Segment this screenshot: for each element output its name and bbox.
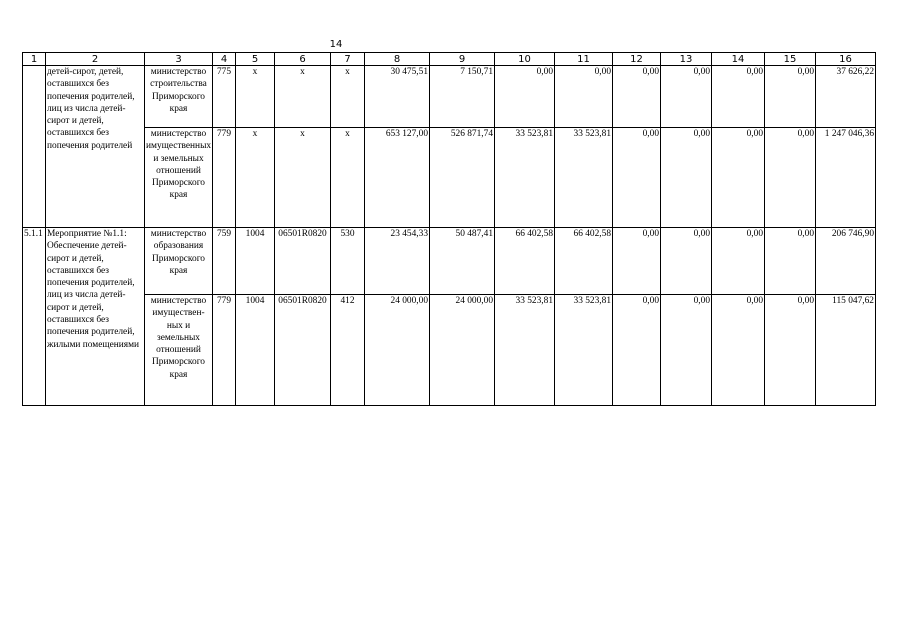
page-number: 14	[329, 39, 343, 50]
amount-cell: 0,00	[613, 295, 661, 406]
expense-type-cell: х	[331, 66, 365, 128]
column-header: 8	[365, 53, 430, 66]
amount-cell: 0,00	[613, 66, 661, 128]
amount-cell: 24 000,00	[430, 295, 495, 406]
grbs-cell: 759	[213, 228, 236, 295]
amount-cell: 0,00	[613, 128, 661, 228]
amount-cell: 0,00	[765, 128, 816, 228]
ministry-cell: министерство имущественных и земельных отношений Приморского края	[145, 128, 213, 228]
column-header: 14	[712, 53, 765, 66]
budget-table	[22, 52, 876, 406]
grbs-cell: 779	[213, 128, 236, 228]
column-header: 10	[495, 53, 555, 66]
amount-cell: 30 475,51	[365, 66, 430, 128]
row-code-cell	[23, 66, 46, 228]
amount-cell: 66 402,58	[555, 228, 613, 295]
column-header: 9	[430, 53, 495, 66]
grbs-cell: 775	[213, 66, 236, 128]
amount-cell: 33 523,81	[495, 128, 555, 228]
total-cell: 37 626,22	[816, 66, 876, 128]
grbs-cell: 779	[213, 295, 236, 406]
column-number-row	[23, 53, 876, 66]
column-header: 12	[613, 53, 661, 66]
total-cell: 115 047,62	[816, 295, 876, 406]
column-header: 4	[213, 53, 236, 66]
section-cell: 1004	[236, 228, 275, 295]
table-row	[23, 128, 876, 228]
target-article-cell: х	[275, 128, 331, 228]
amount-cell: 0,00	[661, 295, 712, 406]
column-header: 2	[46, 53, 145, 66]
amount-cell: 7 150,71	[430, 66, 495, 128]
amount-cell: 50 487,41	[430, 228, 495, 295]
amount-cell: 33 523,81	[495, 295, 555, 406]
measure-name-cell: детей-сирот, детей, оставшихся без попечения родителей, лиц из числа детей-сирот и детей, оставшихся без попечения родителей	[46, 66, 145, 228]
amount-cell: 33 523,81	[555, 295, 613, 406]
amount-cell: 526 871,74	[430, 128, 495, 228]
total-cell: 206 746,90	[816, 228, 876, 295]
ministry-cell: министерство имуществен-ных и земельных отношений Приморского края	[145, 295, 213, 406]
target-article-cell: 06501R0820	[275, 228, 331, 295]
amount-cell: 653 127,00	[365, 128, 430, 228]
amount-cell: 0,00	[765, 295, 816, 406]
amount-cell: 0,00	[712, 295, 765, 406]
column-header: 15	[765, 53, 816, 66]
amount-cell: 0,00	[661, 228, 712, 295]
amount-cell: 0,00	[712, 228, 765, 295]
amount-cell: 66 402,58	[495, 228, 555, 295]
column-header: 1	[23, 53, 46, 66]
total-cell: 1 247 046,36	[816, 128, 876, 228]
measure-name-cell: Мероприятие №1.1: Обеспечение детей-сирот и детей, оставшихся без попечения родителей, лиц из числа детей-сирот и детей, оставшихся без попечения родителей, жилыми помещениями	[46, 228, 145, 406]
expense-type-cell: х	[331, 128, 365, 228]
table-row	[23, 295, 876, 406]
target-article-cell: х	[275, 66, 331, 128]
target-article-cell: 06501R0820	[275, 295, 331, 406]
amount-cell: 0,00	[555, 66, 613, 128]
column-header: 13	[661, 53, 712, 66]
amount-cell: 24 000,00	[365, 295, 430, 406]
expense-type-cell: 530	[331, 228, 365, 295]
amount-cell: 23 454,33	[365, 228, 430, 295]
amount-cell: 0,00	[613, 228, 661, 295]
amount-cell: 0,00	[765, 228, 816, 295]
column-header: 11	[555, 53, 613, 66]
ministry-cell: министерство образования Приморского края	[145, 228, 213, 295]
amount-cell: 0,00	[712, 66, 765, 128]
ministry-cell: министерство строительства Приморского края	[145, 66, 213, 128]
amount-cell: 0,00	[661, 128, 712, 228]
amount-cell: 0,00	[765, 66, 816, 128]
row-code-cell: 5.1.1	[23, 228, 46, 406]
section-cell: 1004	[236, 295, 275, 406]
amount-cell: 33 523,81	[555, 128, 613, 228]
amount-cell: 0,00	[661, 66, 712, 128]
column-header: 7	[331, 53, 365, 66]
column-header: 3	[145, 53, 213, 66]
column-header: 6	[275, 53, 331, 66]
amount-cell: 0,00	[712, 128, 765, 228]
column-header: 16	[816, 53, 876, 66]
table-row	[23, 228, 876, 295]
amount-cell: 0,00	[495, 66, 555, 128]
table-row	[23, 66, 876, 128]
section-cell: х	[236, 128, 275, 228]
column-header: 5	[236, 53, 275, 66]
section-cell: х	[236, 66, 275, 128]
expense-type-cell: 412	[331, 295, 365, 406]
